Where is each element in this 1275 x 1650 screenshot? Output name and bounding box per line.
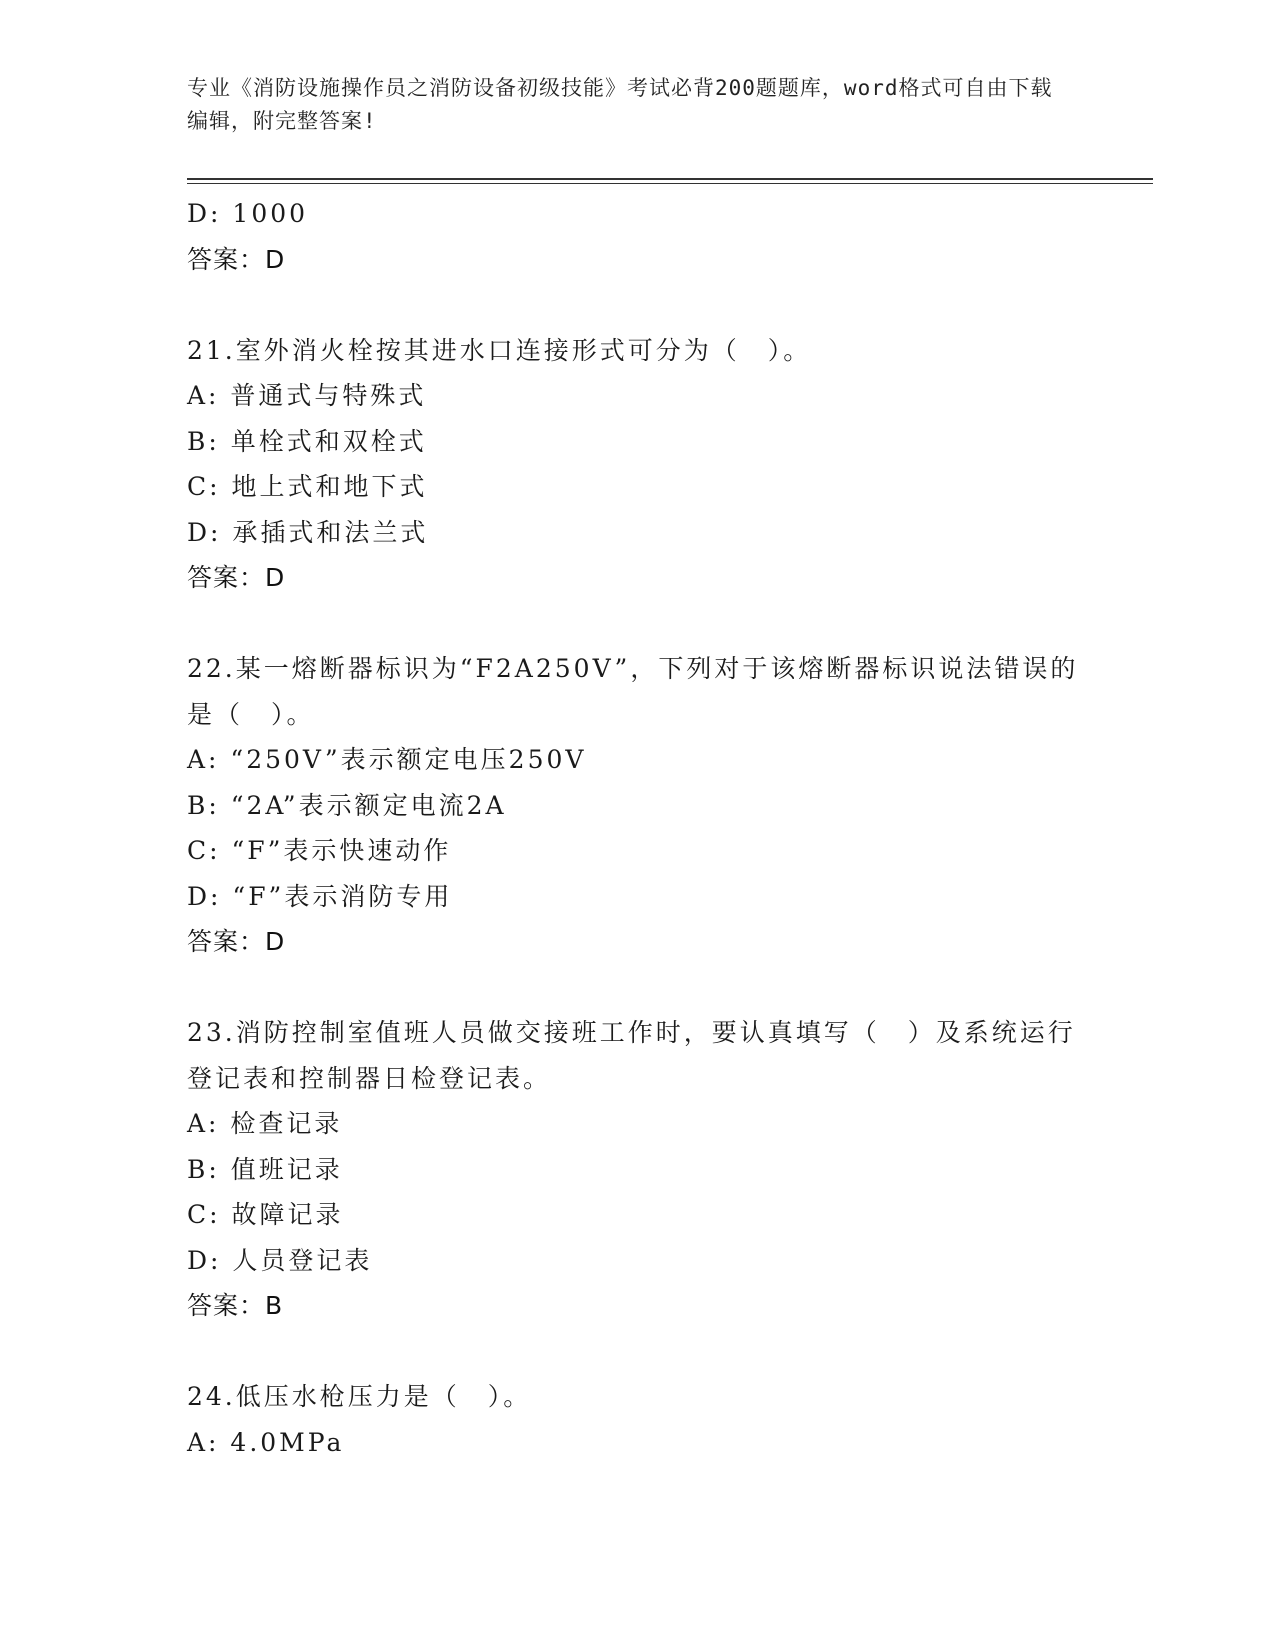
- option-a: A: 检查记录: [187, 1109, 343, 1138]
- question-stem: 24.低压水枪压力是（ ）。: [187, 1382, 532, 1411]
- prev-answer: 答案：D: [187, 244, 286, 274]
- prev-option-d: D: 1000: [187, 199, 309, 228]
- question-content: [187, 191, 1087, 1465]
- header-rule-thin: [187, 183, 1153, 184]
- answer: 答案：D: [187, 927, 286, 956]
- question-23: [187, 1010, 1087, 1329]
- option-c: C: 地上式和地下式: [187, 472, 428, 501]
- question-21: [187, 328, 1087, 601]
- answer: 答案：B: [187, 1291, 284, 1320]
- option-d: D: 人员登记表: [187, 1245, 373, 1275]
- question-24: [187, 1374, 1087, 1465]
- option-d: D: 承插式和法兰式: [187, 517, 429, 547]
- option-c: C: 故障记录: [187, 1200, 344, 1229]
- option-a: A: 4.0MPa: [187, 1427, 345, 1457]
- option-b: B: “2A”表示额定电流2A: [187, 790, 507, 820]
- question-stem: 23.消防控制室值班人员做交接班工作时，要认真填写（ ）及系统运行登记表和控制器日检登记表。: [187, 1018, 1076, 1093]
- option-c: C: “F”表示快速动作: [187, 836, 452, 865]
- question-stem: 21.室外消火栓按其进水口连接形式可分为（ ）。: [187, 335, 812, 365]
- option-b: B: 单栓式和双栓式: [187, 426, 427, 456]
- question-stem: 22.某一熔断器标识为“F2A250V”，下列对于该熔断器标识说法错误的是（ ）。: [187, 654, 1079, 729]
- option-a: A: “250V”表示额定电压250V: [187, 745, 587, 774]
- header-rule-thick: [187, 178, 1153, 180]
- question-22: [187, 646, 1087, 965]
- option-d: D: “F”表示消防专用: [187, 881, 453, 911]
- page-header: 专业《消防设施操作员之消防设备初级技能》考试必背200题题库，word格式可自由下载编辑，附完整答案!: [187, 76, 1053, 133]
- answer: 答案：D: [187, 563, 286, 592]
- option-a: A: 普通式与特殊式: [187, 381, 427, 410]
- option-b: B: 值班记录: [187, 1154, 343, 1184]
